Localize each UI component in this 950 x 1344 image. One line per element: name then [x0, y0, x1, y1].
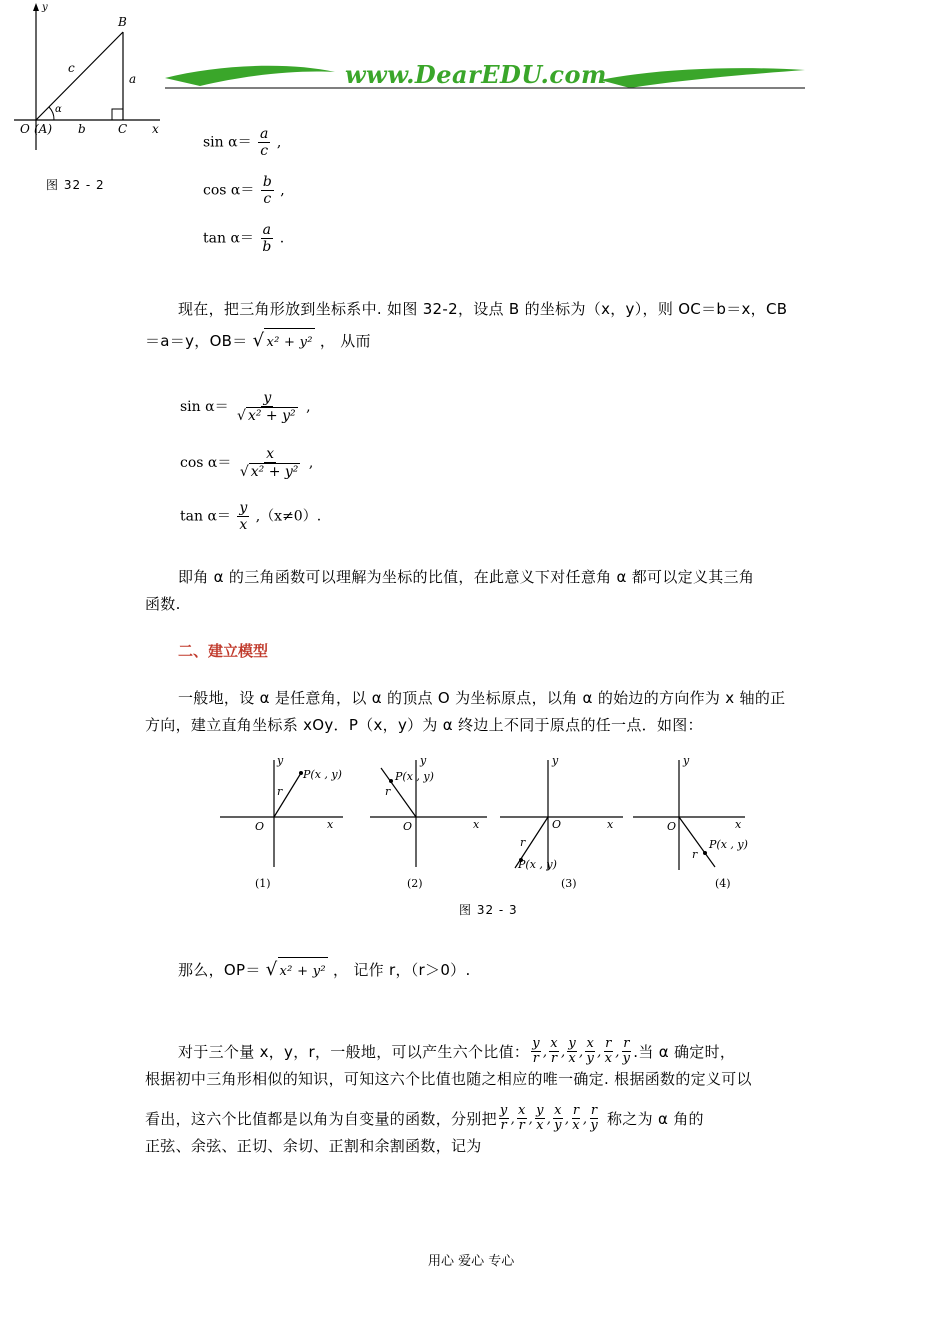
fig3-2-O: O: [403, 820, 413, 833]
fig3-1-r: r: [277, 785, 283, 798]
quadrant-2-diagram: [370, 754, 487, 890]
formula-cos-ratio: cos α＝ $\frac{b}{c}$ ,: [203, 174, 285, 207]
fig3-4-O: O: [667, 820, 677, 833]
formula-tan-ratio: tan α＝ $\frac{a}{b}$ .: [203, 222, 285, 255]
quadrant-4-diagram: [633, 754, 748, 890]
fig3-4-r: r: [692, 848, 698, 861]
fig3-3-point: P(x , y): [518, 858, 557, 871]
fig3-2-x: x: [473, 818, 480, 831]
fig2-label-c: c: [68, 61, 75, 75]
fig2-label-alpha: α: [55, 104, 62, 115]
paragraph-coordinates: 现在，把三角形放到坐标系中. 如图 32-2，设点 B 的坐标为（x，y），则 OC＝b＝x，CB ＝a＝y，OB＝ √ x² + y² ， 从而: [145, 296, 815, 356]
fig3-2-r: r: [385, 785, 391, 798]
sqrt-op: x² + y²: [278, 957, 328, 985]
fig3-1-point: P(x , y): [303, 768, 342, 781]
fig2-label-B: B: [118, 15, 127, 29]
quadrant-1-diagram: [220, 754, 343, 890]
fig3-1-sub: (1): [255, 877, 271, 890]
fig3-3-sub: (3): [561, 877, 577, 890]
fig3-1-y: y: [277, 754, 284, 767]
figure-32-3-caption: 图 32 - 3: [459, 903, 518, 917]
fig2-label-y: y: [42, 2, 48, 13]
paragraph-op: 那么，OP＝ √ x² + y² ， 记作 r，（r＞0）.: [178, 956, 471, 985]
fig3-4-y: y: [683, 754, 690, 767]
fig3-4-point: P(x , y): [709, 838, 748, 851]
quadrant-3-diagram: [500, 754, 623, 890]
section-heading-model: 二、建立模型: [178, 642, 269, 660]
paragraph-interpretation: 即角 α 的三角函数可以理解为坐标的比值，在此意义下对任意角 α 都可以定义其三角 函数.: [145, 568, 755, 613]
fig3-3-y: y: [552, 754, 559, 767]
site-banner: [160, 58, 810, 92]
fig3-3-r: r: [520, 836, 526, 849]
page-footer: 用心 爱心 专心: [428, 1254, 515, 1269]
fig3-2-y: y: [420, 754, 427, 767]
fig3-4-sub: (4): [715, 877, 731, 890]
fig3-4-x: x: [735, 818, 742, 831]
six-ratios-list-2: $\frac{y}{r}$ , $\frac{x}{r}$ , $\frac{y}{x}$ , $\frac{x}{y}$ , $\frac{r}{x}$ , $\frac{r}{y}$: [499, 1103, 598, 1133]
figure-32-3: [215, 752, 765, 927]
formula-sin-ratio: sin α＝ $\frac{a}{c}$ ,: [203, 126, 282, 159]
fig3-2-point: P(x , y): [395, 770, 434, 783]
fig2-label-a: a: [129, 72, 137, 86]
formula-sin-coord: sin α＝ $\frac{y}{\text{√ x² + y²}}$ ,: [180, 390, 311, 424]
fig2-label-b: b: [78, 122, 86, 136]
sqrt-x2-y2: x² + y²: [264, 328, 314, 356]
figure-32-2-caption: 图 32 - 2: [46, 178, 105, 192]
formula-cos-coord: cos α＝ $\frac{x}{\text{√ x² + y²}}$ ,: [180, 446, 314, 480]
fig2-label-x: x: [152, 122, 159, 136]
fig3-1-O: O: [255, 820, 265, 833]
fig2-label-A: (A): [34, 122, 53, 136]
fig3-3-O: O: [552, 818, 562, 831]
fig3-1-x: x: [327, 818, 334, 831]
six-ratios-list: $\frac{y}{r}$ , $\frac{x}{r}$ , $\frac{y}{x}$ , $\frac{x}{y}$ , $\frac{r}{x}$ , $\frac{r}{y}$: [532, 1036, 631, 1066]
figure-32-2: [10, 0, 180, 160]
fig2-label-C: C: [118, 122, 128, 136]
fig3-2-sub: (2): [407, 877, 423, 890]
paragraph-general-angle: 一般地，设 α 是任意角，以 α 的顶点 O 为坐标原点，以角 α 的始边的方向作为 x 轴的正 方向，建立直角坐标系 xOy．P（x，y）为 α 终边上不同于原点的任一点．如图：: [145, 689, 786, 734]
fig2-label-O: O: [20, 122, 30, 136]
paragraph-six-ratios: 对于三个量 x，y，r，一般地，可以产生六个比值： $\frac{y}{r}$ , $\frac{x}{r}$ , $\frac{y}{x}$ , $\frac{x}{y}$ , $\frac{r}{x}$ , $\frac{r}{y}$ .当 α 确定时， 根据初中三角形相似的知识，可知这六个比值也随之相应的唯一确定. 根据函数的定义可以 看出，这六个比值都是以角为自变量的函数，分别把 $\frac{y}{r}$ , $\frac{x}{r}$ , $\frac{y}{x}$ , $\frac{x}{y}$ , $\frac{r}{x}$ , $\frac{r}{y}$ 称之为 α 角的 正弦、余弦、正切、余切、正割和余割函数，记为: [145, 1036, 752, 1155]
fig3-3-x: x: [607, 818, 614, 831]
formula-tan-coord: tan α＝ $\frac{y}{x}$ ,（x≠0）.: [180, 500, 322, 533]
site-name[interactable]: www.DearEDU.com: [345, 60, 607, 89]
